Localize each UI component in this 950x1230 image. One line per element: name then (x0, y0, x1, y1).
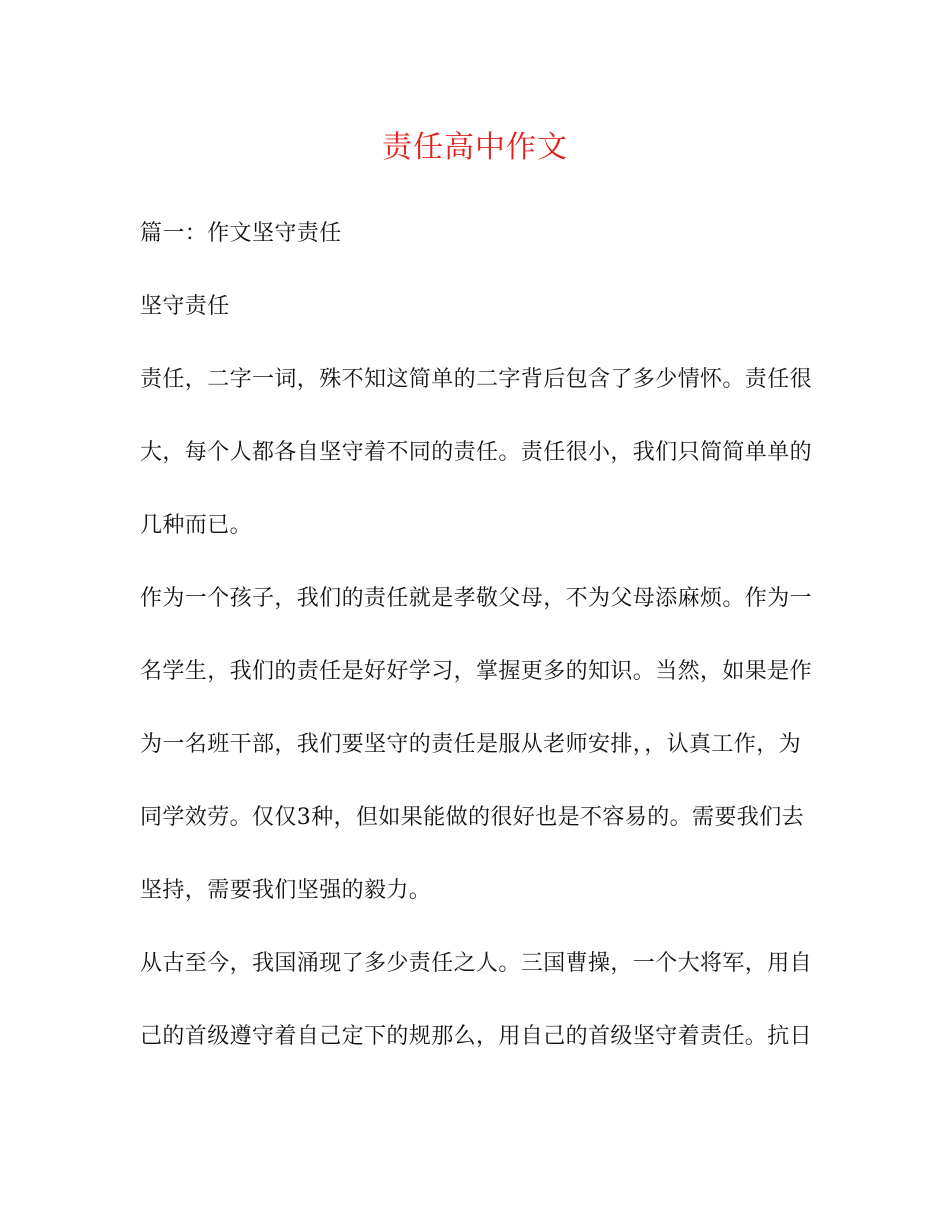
essay-title: 坚守责任 (140, 294, 230, 319)
paragraph-line: 坚持，需要我们坚强的毅力。 (140, 878, 432, 903)
section-heading: 篇一：作文坚守责任 (140, 221, 342, 246)
paragraph-line: 同学效劳。仅仅3种，但如果能做的很好也是不容易的。需要我们去 (140, 805, 804, 830)
document-body (140, 212, 813, 1088)
paragraph-line: 己的首级遵守着自己定下的规那么，用自己的首级坚守着责任。抗日 (140, 1024, 813, 1049)
paragraph-line: 责任，二字一词，殊不知这简单的二字背后包含了多少情怀。责任很 (140, 367, 813, 392)
paragraph-line: 几种而已。 (140, 513, 253, 538)
paragraph-line: 名学生，我们的责任是好好学习，掌握更多的知识。当然，如果是作 (140, 659, 813, 684)
paragraph-line: 大，每个人都各自坚守着不同的责任。责任很小，我们只简简单单的 (140, 440, 813, 465)
paragraph-line: 从古至今，我国涌现了多少责任之人。三国曹操，一个大将军，用自 (140, 951, 813, 976)
paragraph-line: 为一名班干部，我们要坚守的责任是服从老师安排，，认真工作，为 (140, 732, 802, 757)
document-title: 责任高中作文 (382, 130, 568, 165)
paragraph-line: 作为一个孩子，我们的责任就是孝敬父母，不为父母添麻烦。作为一 (140, 586, 813, 611)
